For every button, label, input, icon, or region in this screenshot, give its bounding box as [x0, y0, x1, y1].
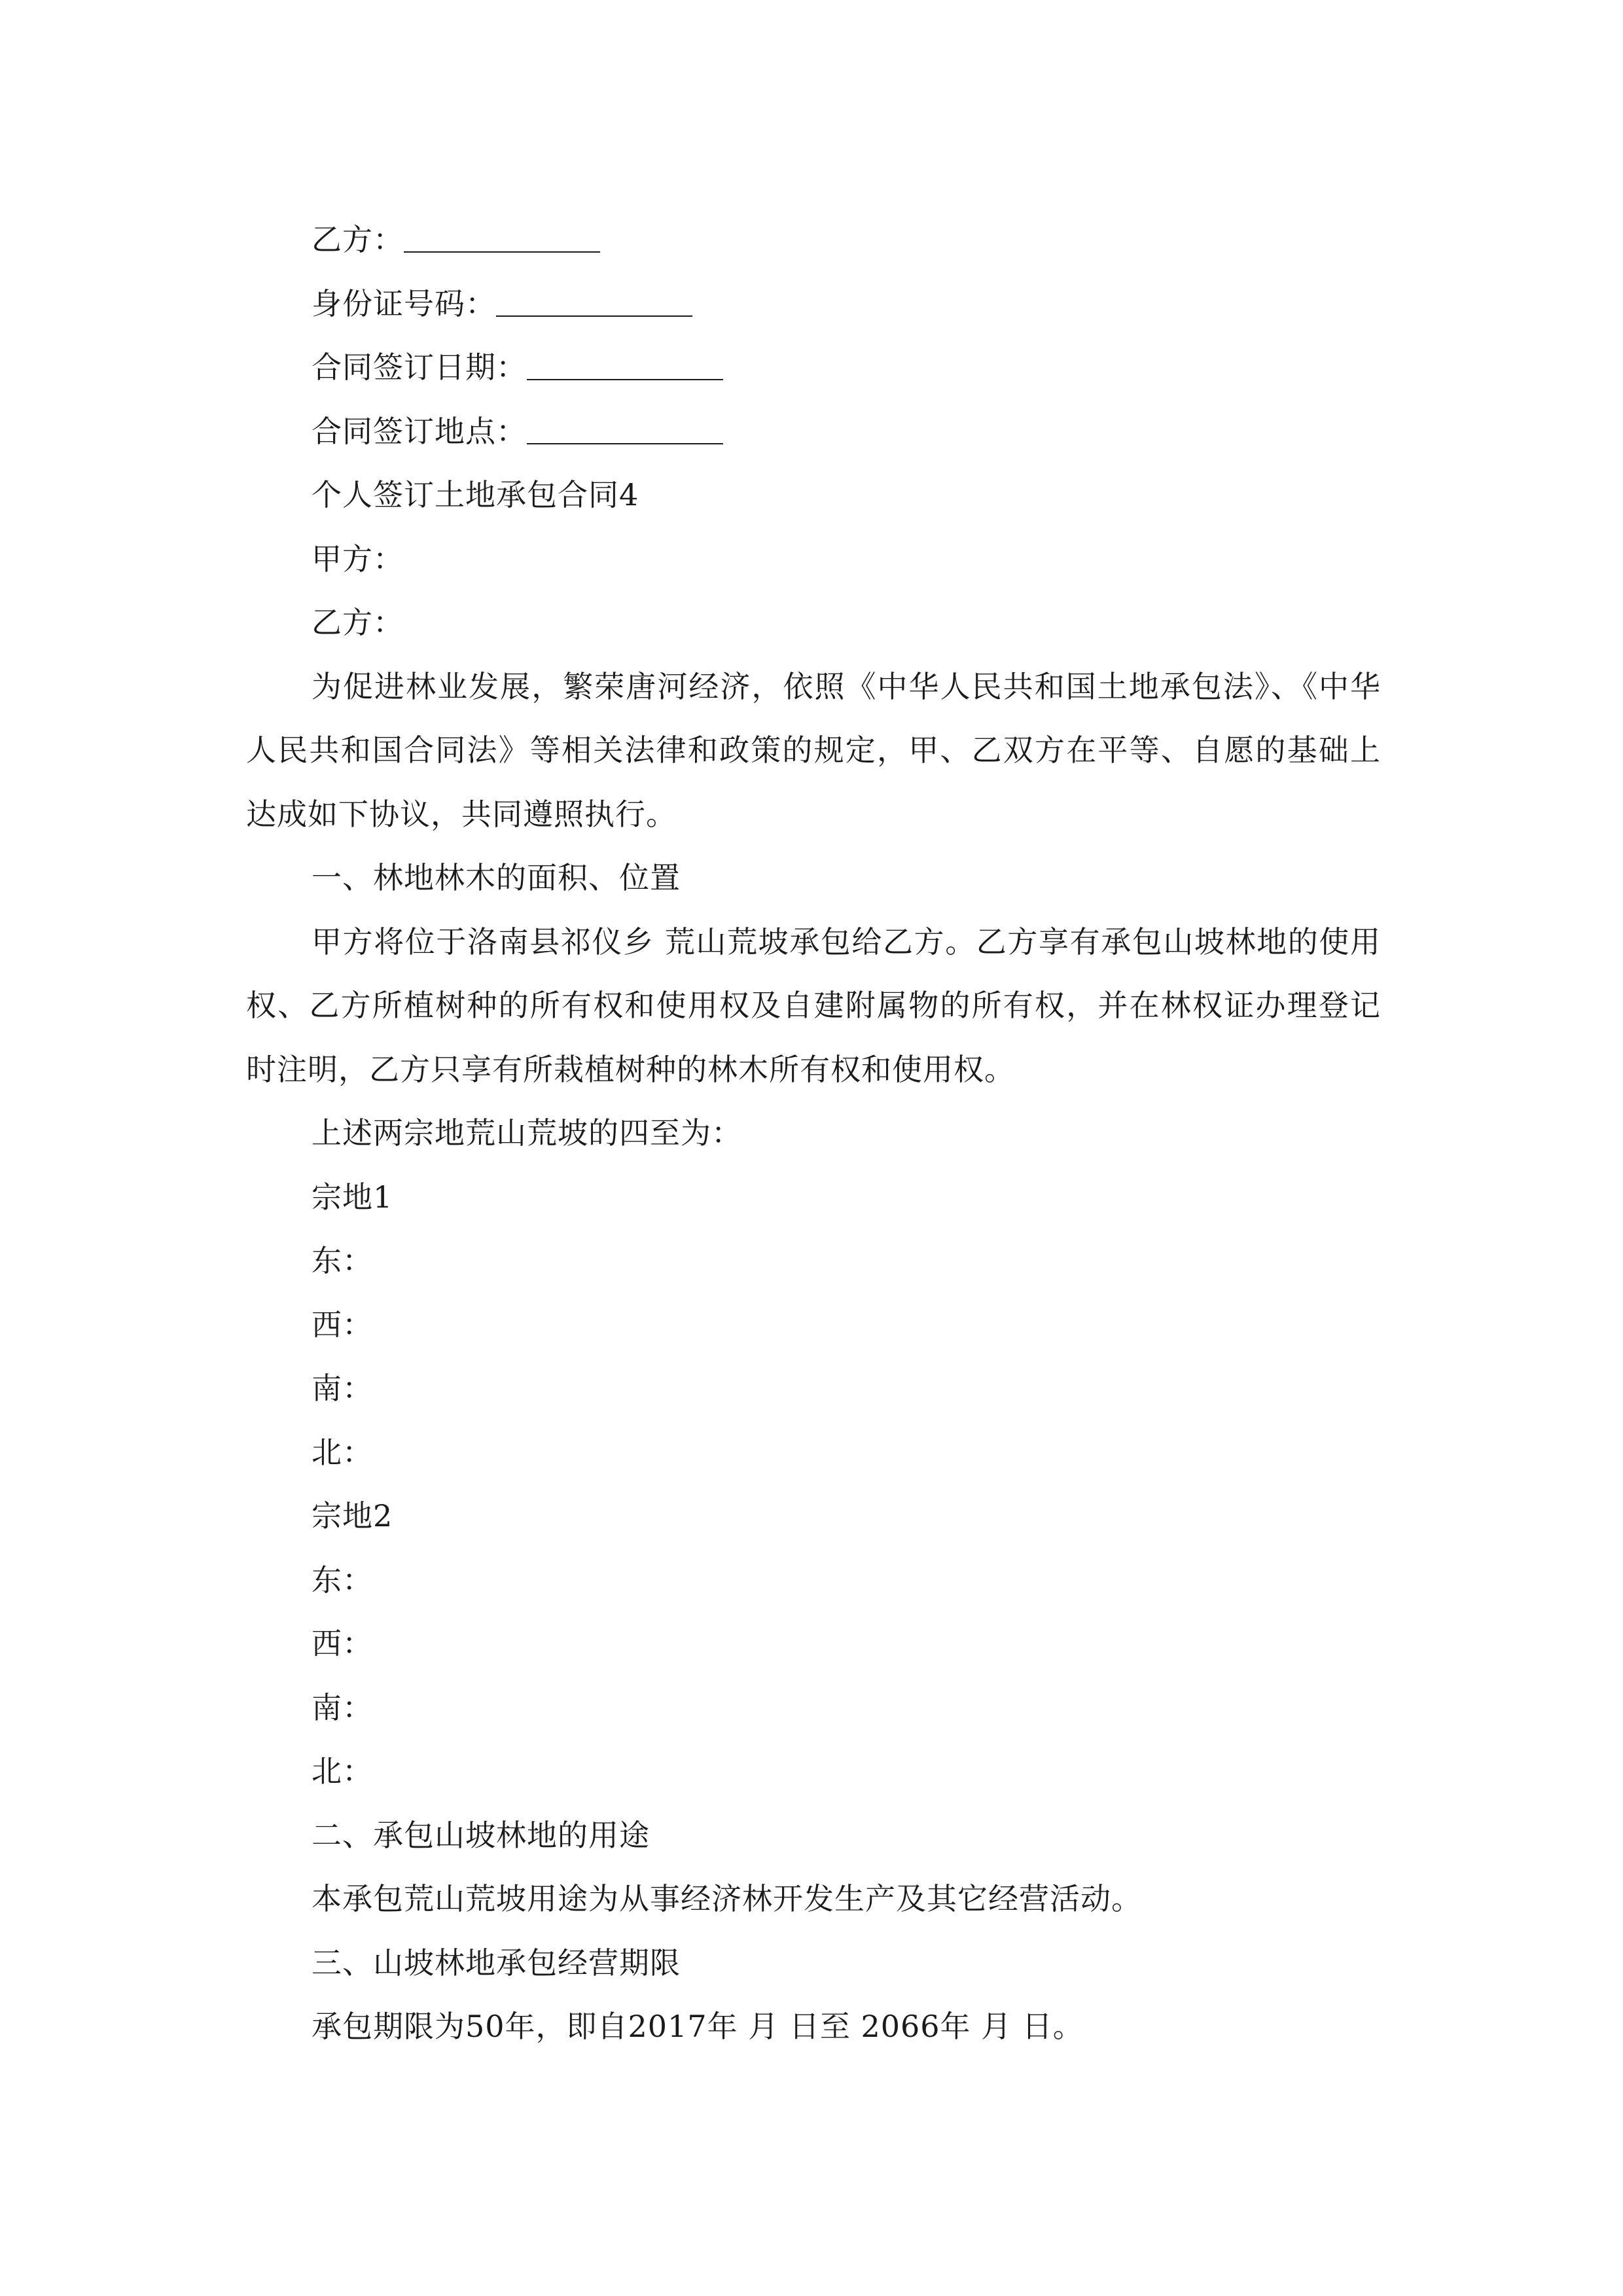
- party-b-line: 乙方：: [312, 605, 404, 640]
- party-a-line: 甲方：: [312, 541, 404, 577]
- section3-heading: 三、山坡林地承包经营期限: [312, 1945, 681, 1981]
- parcel1-title: 宗地1: [312, 1179, 393, 1215]
- section2-paragraph: 本承包荒山荒坡用途为从事经济林开发生产及其它经营活动。: [312, 1881, 1142, 1916]
- party-b-label: 乙方：: [312, 222, 404, 257]
- section1-paragraph: 甲方将位于洛南县祁仪乡 荒山荒坡承包给乙方。乙方享有承包山坡林地的使用权、乙方所植树种的所有权和使用权及自建附属物的所有权，并在林权证办理登记时注明，乙方只享有所栽植树种的林木所有权和使用权。: [246, 924, 1381, 1087]
- parcel2-north: 北：: [312, 1753, 373, 1789]
- sign-date-label: 合同签订日期：: [312, 350, 527, 385]
- parcel2-east: 东：: [312, 1562, 373, 1598]
- parcel1-east: 东：: [312, 1243, 373, 1278]
- id-number-blank: [496, 283, 692, 317]
- party-b-blank: [404, 219, 600, 253]
- document-body: [246, 208, 1381, 2059]
- sign-place-line: [246, 400, 1381, 464]
- sign-date-blank: [527, 346, 723, 380]
- party-b-signature-line: [246, 208, 1381, 272]
- parcel2-title: 宗地2: [312, 1498, 393, 1534]
- id-number-line: [246, 272, 1381, 336]
- parcel1-north: 北：: [312, 1434, 373, 1470]
- contract-title: 个人签订土地承包合同4: [312, 477, 639, 512]
- section1-heading: 一、林地林木的面积、位置: [312, 860, 681, 895]
- sign-place-blank: [527, 410, 723, 444]
- sign-place-label: 合同签订地点：: [312, 413, 527, 449]
- sign-date-line: [246, 336, 1381, 400]
- parcel1-south: 南：: [312, 1371, 373, 1406]
- section2-heading: 二、承包山坡林地的用途: [312, 1817, 650, 1853]
- section3-paragraph: 承包期限为50年，即自2017年 月 日至 2066年 月 日。: [312, 2009, 1084, 2044]
- preamble-paragraph: 为促进林业发展，繁荣唐河经济，依照《中华人民共和国土地承包法》、《中华人民共和国合同法》等相关法律和政策的规定，甲、乙双方在平等、自愿的基础上达成如下协议，共同遵照执行。: [246, 668, 1381, 832]
- id-number-label: 身份证号码：: [312, 285, 496, 321]
- boundaries-intro: 上述两宗地荒山荒坡的四至为：: [312, 1115, 742, 1151]
- parcel2-west: 西：: [312, 1626, 373, 1661]
- parcel2-south: 南：: [312, 1689, 373, 1725]
- parcel1-west: 西：: [312, 1306, 373, 1342]
